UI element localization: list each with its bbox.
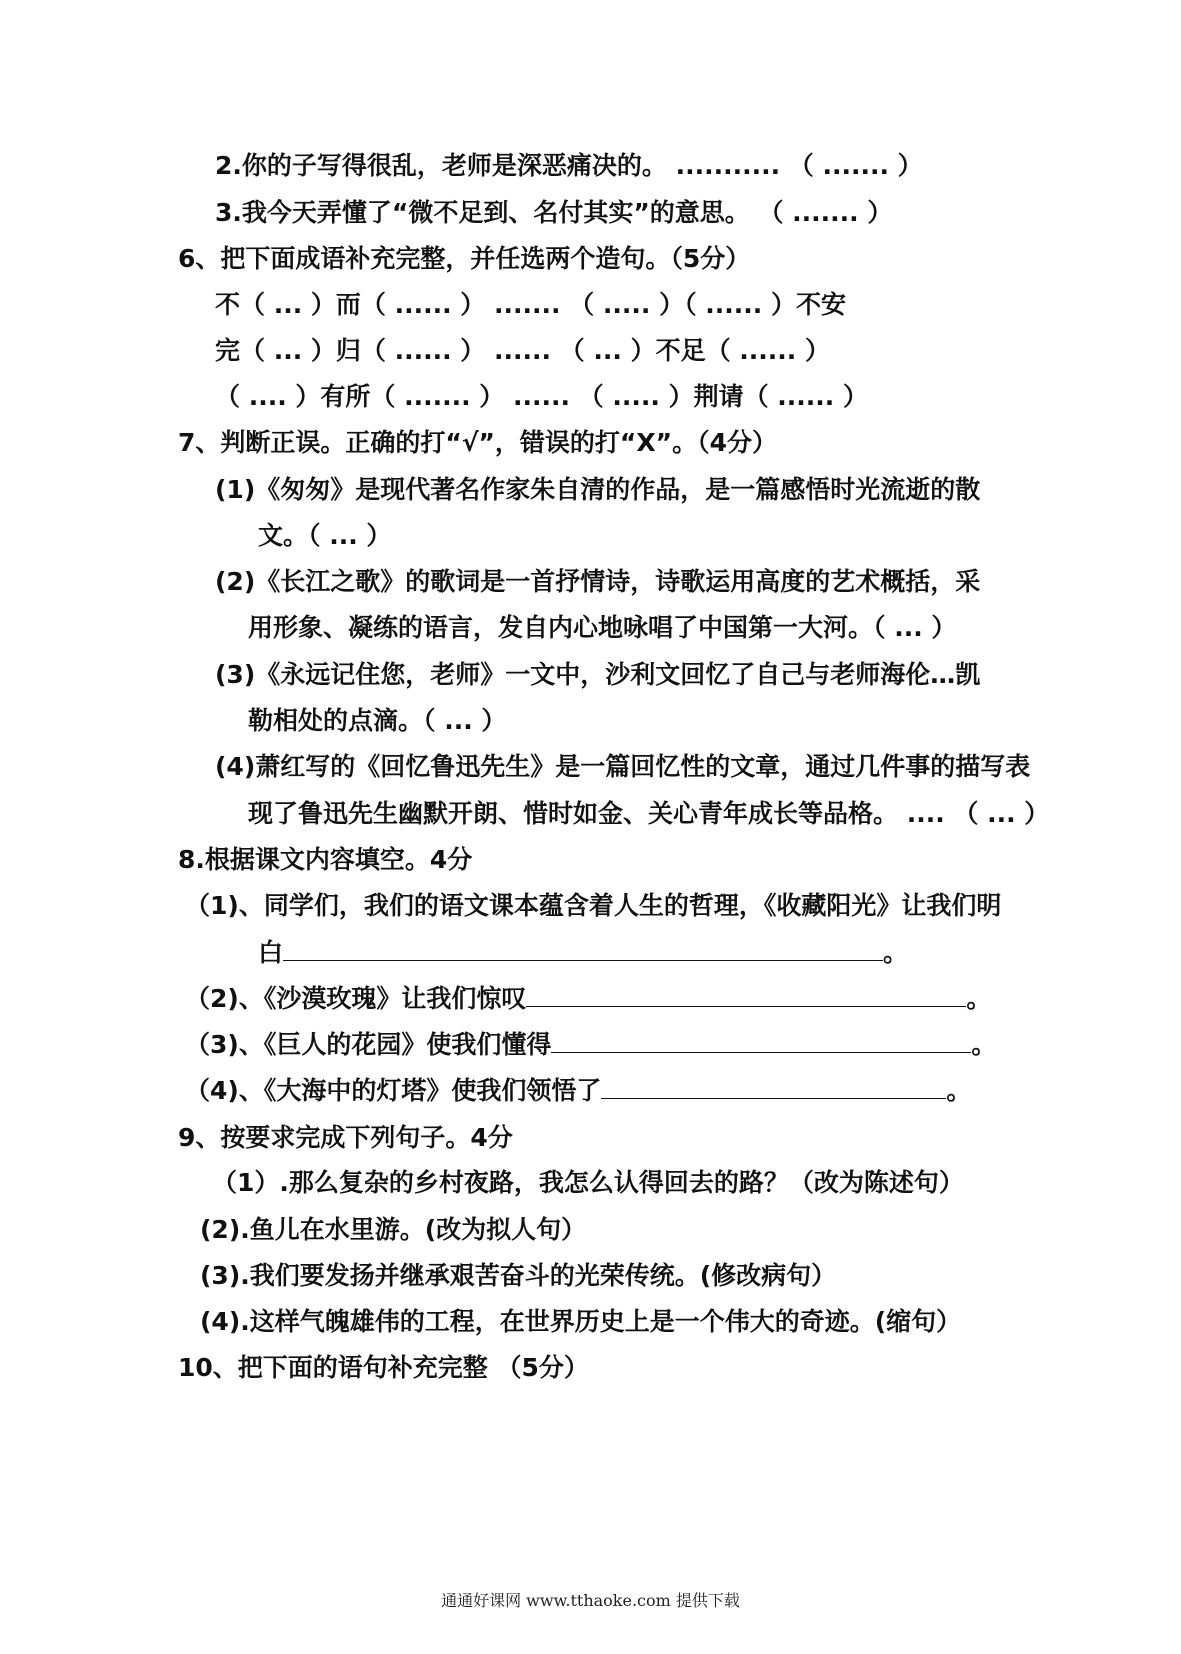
question-8-item-4 (185, 1075, 971, 1107)
period-mark: 。 (883, 938, 909, 967)
question-9-item-3: (3).我们要发扬并继承艰苦奋斗的光荣传统。(修改病句） (200, 1261, 837, 1290)
question-5-item-2: 2.你的子写得很乱，老师是深恶痛决的。 ........... （ ....... ） (215, 151, 923, 180)
question-7-item-2-line-2: 用形象、凝练的语言，发自内心地咏唱了中国第一大河。（ ... ） (248, 613, 957, 642)
question-8-item-2 (185, 983, 991, 1015)
question-7-item-4-line-2: 现了鲁迅先生幽默开朗、惜时如金、关心青年成长等品格。 .... （ ... ） (248, 799, 1050, 828)
question-6-row-2: 完（ ... ）归（ ...... ） ...... （ ... ）不足（ ...... ） (215, 336, 830, 365)
question-7-item-1-line-1: (1)《匆匆》是现代著名作家朱自清的作品，是一篇感悟时光流逝的散 (215, 475, 981, 504)
question-6-title: 6、把下面成语补充完整，并任选两个造句。（5分） (178, 244, 751, 273)
period-mark: 。 (971, 1030, 997, 1059)
question-8-title: 8.根据课文内容填空。4分 (178, 845, 473, 874)
question-6-row-3: （ .... ）有所（ ....... ） ...... （ ..... ）荆请（ ...... ） (215, 382, 868, 411)
question-8-item-1-line-1: （1)、同学们，我们的语文课本蕴含着人生的哲理，《收藏阳光》让我们明 (185, 891, 1002, 920)
question-9-item-4: (4).这样气魄雄伟的工程，在世界历史上是一个伟大的奇迹。(缩句） (200, 1307, 962, 1336)
question-5-item-3: 3.我今天弄懂了“微不足到、名付其实”的意思。 （ ....... ） (215, 198, 893, 227)
blank-label: （3)、《巨人的花园》使我们懂得 (185, 1030, 552, 1059)
period-mark: 。 (966, 984, 992, 1013)
period-mark: 。 (946, 1076, 972, 1105)
answer-blank[interactable] (551, 1032, 971, 1053)
question-7-item-1-line-2: 文。（ ... ） (258, 521, 392, 550)
question-6-row-1: 不（ ... ）而（ ...... ） ....... （ ..... ）（ ...... ）不安 (215, 290, 846, 319)
question-9-item-1: （1）.那么复杂的乡村夜路，我怎么认得回去的路？（改为陈述句） (212, 1168, 964, 1197)
question-9-item-2: (2).鱼儿在水里游。(改为拟人句） (200, 1215, 587, 1244)
question-7-item-4-line-1: (4)萧红写的《回忆鲁迅先生》是一篇回忆性的文章，通过几件事的描写表 (215, 752, 1031, 781)
blank-label: （4)、《大海中的灯塔》使我们领悟了 (185, 1076, 602, 1105)
question-7-item-2-line-1: (2)《长江之歌》的歌词是一首抒情诗，诗歌运用高度的艺术概括，采 (215, 567, 981, 596)
footer-credit: 通通好课网 www.tthaoke.com 提供下载 (441, 1591, 740, 1610)
question-8-item-1-line-2 (258, 937, 908, 969)
answer-blank[interactable] (601, 1078, 946, 1099)
answer-blank[interactable] (283, 940, 883, 961)
question-7-item-3-line-2: 勒相处的点滴。（ ... ） (248, 706, 507, 735)
question-8-item-3 (185, 1029, 996, 1061)
question-9-title: 9、按要求完成下列句子。4分 (178, 1123, 513, 1152)
question-10-title: 10、把下面的语句补充完整 （5分） (178, 1353, 589, 1382)
question-7-item-3-line-1: (3)《永远记住您，老师》一文中，沙利文回忆了自己与老师海伦…凯 (215, 660, 981, 689)
answer-blank[interactable] (526, 986, 966, 1007)
blank-label: （2)、《沙漠玫瑰》让我们惊叹 (185, 984, 527, 1013)
blank-label: 白 (258, 938, 284, 967)
question-7-title: 7、判断正误。正确的打“√”，错误的打“X”。（4分） (178, 428, 777, 457)
